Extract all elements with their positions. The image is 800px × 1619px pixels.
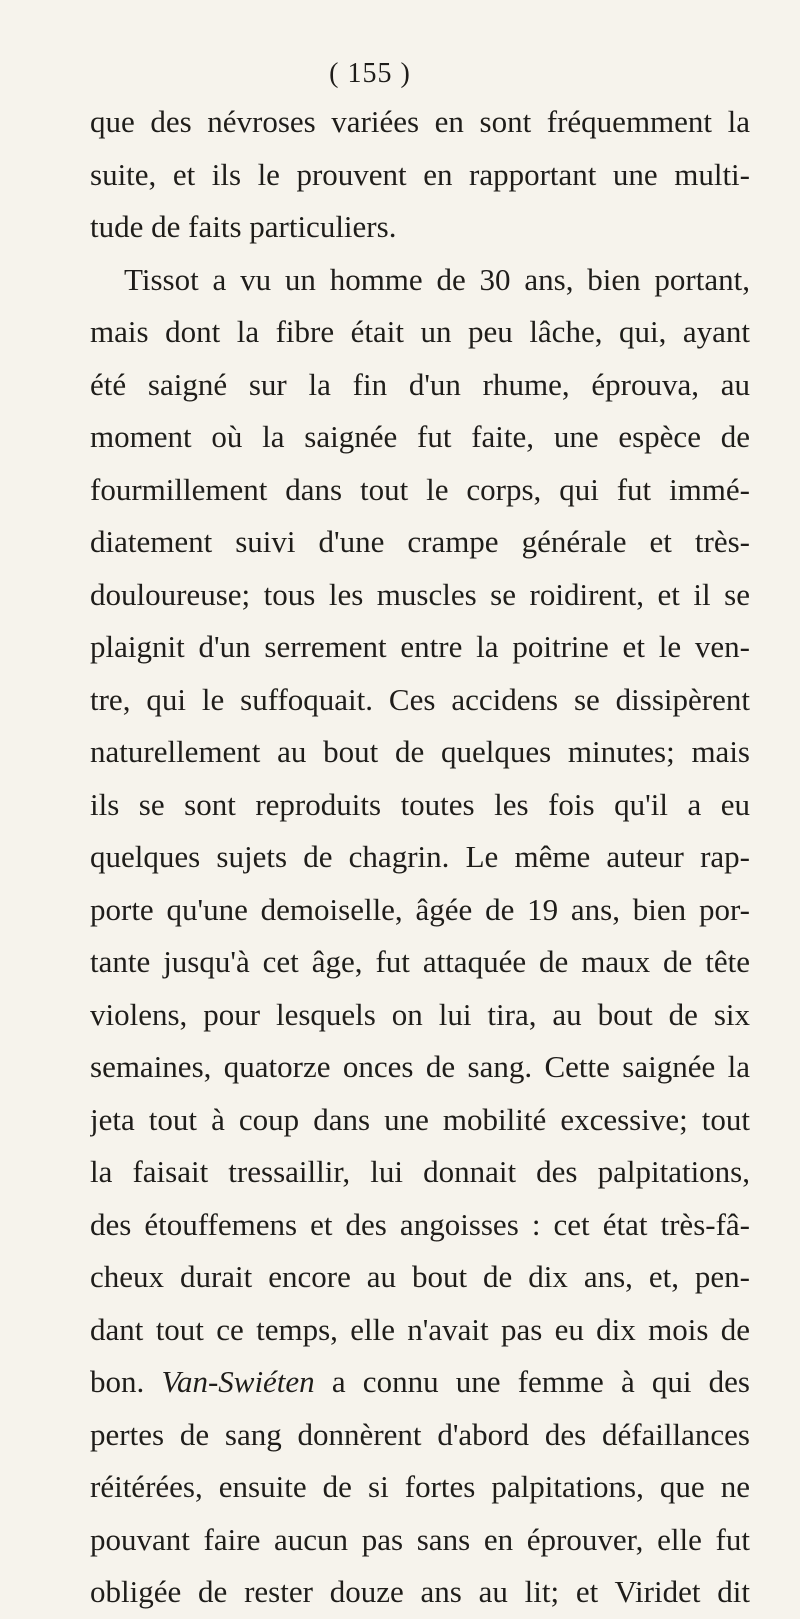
- text-line: pouvant faire aucun pas sans en éprouver, elle fut: [90, 1521, 750, 1557]
- italic-author-name: Van-Swiéten: [161, 1364, 315, 1399]
- text-line: dant tout ce temps, elle n'avait pas eu dix mois de: [90, 1311, 750, 1347]
- text-line: cheux durait encore au bout de dix ans, et, pen-: [90, 1259, 750, 1294]
- text-line: moment où la saignée fut faite, une espèce de: [90, 419, 750, 454]
- text-line: pertes de sang donnèrent d'abord des défaillances: [90, 1416, 750, 1452]
- text-line: tante jusqu'à cet âge, fut attaquée de maux de tête: [90, 944, 750, 979]
- text-line: naturellement au bout de quelques minutes; mais: [90, 734, 750, 769]
- text-line: suite, et ils le prouvent en rapportant une multi-: [90, 156, 750, 192]
- text-line: réitérées, ensuite de si fortes palpitations, que ne: [90, 1469, 750, 1504]
- text-line: quelques sujets de chagrin. Le même auteur rap-: [90, 839, 750, 874]
- body-text: [90, 96, 750, 1619]
- text-line: ils se sont reproduits toutes les fois qu'il a eu: [90, 786, 750, 822]
- text-line: la faisait tressaillir, lui donnait des palpitations,: [90, 1154, 750, 1189]
- text-line-with-italic: [90, 1356, 750, 1409]
- page-number: ( 155 ): [329, 58, 411, 89]
- text-line: fourmillement dans tout le corps, qui fut immé-: [90, 471, 750, 507]
- text-line: tude de faits particuliers.: [90, 209, 397, 244]
- text-segment: a connu une femme à qui des: [314, 1364, 750, 1399]
- text-line: violens, pour lesquels on lui tira, au bout de six: [90, 996, 750, 1032]
- text-line: diatement suivi d'une crampe générale et très-: [90, 524, 750, 559]
- text-line: douloureuse; tous les muscles se roidirent, et il se: [90, 576, 750, 612]
- text-line: mais dont la fibre était un peu lâche, qui, ayant: [90, 314, 750, 349]
- text-line: que des névroses variées en sont fréquemment la: [90, 104, 750, 139]
- text-segment: bon.: [90, 1364, 162, 1399]
- text-line: tre, qui le suffoquait. Ces accidens se dissipèrent: [90, 681, 750, 717]
- text-line: plaignit d'un serrement entre la poitrine et le ven-: [90, 629, 750, 664]
- text-line: porte qu'une demoiselle, âgée de 19 ans, bien por-: [90, 891, 750, 927]
- text-line: obligée de rester douze ans au lit; et Viridet dit: [90, 1574, 750, 1609]
- text-line: jeta tout à coup dans une mobilité excessive; tout: [90, 1101, 750, 1137]
- text-line: des étouffemens et des angoisses : cet état très-fâ-: [90, 1206, 750, 1242]
- paragraph-first-line: Tissot a vu un homme de 30 ans, bien portant,: [124, 261, 750, 297]
- text-line: semaines, quatorze onces de sang. Cette saignée la: [90, 1049, 750, 1084]
- text-line: été saigné sur la fin d'un rhume, éprouva, au: [90, 366, 750, 402]
